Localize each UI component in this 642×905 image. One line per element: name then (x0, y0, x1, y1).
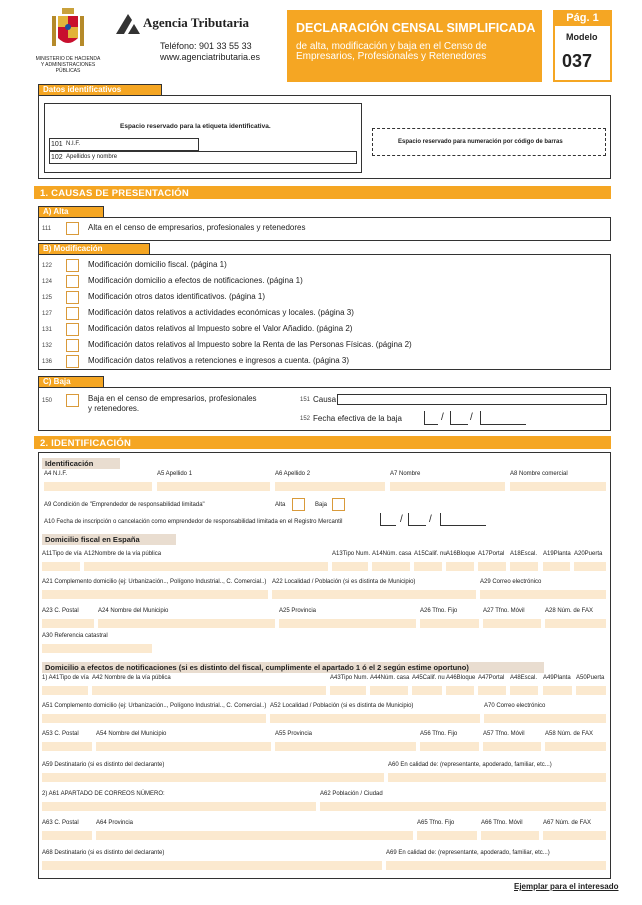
notif-ap-dest-field[interactable] (42, 861, 382, 870)
notif-addr-field[interactable] (412, 686, 442, 695)
barcode-space-text: Espacio reservado para numeración por código de barras (398, 139, 563, 145)
form-title: DECLARACIÓN CENSAL SIMPLIFICADA (296, 21, 536, 35)
fiscal-addr-field[interactable] (414, 562, 442, 571)
notif-contact-label: A54 Nombre del Municipio (96, 731, 167, 737)
a8-label: A8 Nombre comercial (510, 471, 568, 477)
fiscal-compl-field[interactable] (42, 590, 268, 599)
modif-checkbox[interactable] (66, 275, 79, 288)
fiscal-contact-label: A28 Núm. de FAX (545, 608, 594, 614)
modif-item-num: 127 (42, 311, 53, 317)
a10-slash-1: / (400, 514, 403, 525)
modif-item-label: Modificación datos relativos al Impuesto sobre el Valor Añadido. (página 2) (88, 324, 353, 333)
fiscal-addr-field[interactable] (574, 562, 606, 571)
a8-field[interactable] (510, 482, 606, 491)
agency-web: www.agenciatributaria.es (160, 52, 261, 62)
fecha-day-field[interactable] (424, 411, 438, 425)
model-number: 037 (562, 51, 593, 71)
modif-checkbox[interactable] (66, 291, 79, 304)
notif-addr-label: A45Calif. nu (412, 675, 445, 681)
modif-item-label: Modificación datos relativos a retenciones e ingresos a cuenta. (página 3) (88, 356, 350, 365)
a4-field[interactable] (44, 482, 152, 491)
fiscal-addr-field[interactable] (478, 562, 506, 571)
fiscal-contact-field[interactable] (98, 619, 275, 628)
causa-label: Causa (313, 395, 337, 404)
notif-dest-field[interactable] (388, 773, 606, 782)
notif-ap-dest-label: A68 Destinatario (si es distinto del declarante) (42, 850, 165, 856)
section-1-title: 1. CAUSAS DE PRESENTACIÓN (40, 188, 189, 199)
modif-checkbox[interactable] (66, 355, 79, 368)
notif-addr-field[interactable] (543, 686, 572, 695)
fiscal-addr-label: A17Portal (478, 551, 505, 557)
fiscal-catastro-label: A30 Referencia catastral (42, 633, 108, 639)
modif-item-num: 122 (42, 263, 53, 269)
notif-ap-contact-label: A64 Provincia (96, 820, 134, 826)
datos-tab: Datos identificativos (38, 84, 162, 95)
notif-contact-field[interactable] (42, 742, 92, 751)
notif-addr-field[interactable] (576, 686, 606, 695)
page-label: Pág. 1 (553, 10, 612, 26)
notif-addr-label: A46Bloque (446, 675, 476, 681)
label-space-text: Espacio reservado para la etiqueta identificativa. (120, 123, 271, 130)
notif-addr-field[interactable] (330, 686, 366, 695)
fiscal-contact-label: A27 Tfno. Móvil (483, 608, 525, 614)
modif-item-num: 125 (42, 295, 53, 301)
fiscal-addr-label: A15Calif. nu (414, 551, 447, 557)
modif-item-label: Modificación otros datos identificativos. (página 1) (88, 292, 265, 301)
notif-ap-contact-field[interactable] (42, 831, 92, 840)
fiscal-addr-field[interactable] (446, 562, 474, 571)
fiscal-addr-field[interactable] (543, 562, 570, 571)
notif-addr-field[interactable] (446, 686, 474, 695)
alta-checkbox[interactable] (66, 222, 79, 235)
agency-logo-icon (116, 14, 140, 34)
a10-day-field[interactable] (380, 513, 396, 526)
fecha-year-field[interactable] (480, 411, 526, 425)
fiscal-addr-field[interactable] (332, 562, 368, 571)
nif-101-num: 101 (51, 141, 63, 148)
notif-ap-dest-label: A69 En calidad de: (representante, apoderado, familiar, etc...) (386, 850, 550, 856)
notif-addr-label: 1) A41Tipo de vía (42, 675, 89, 681)
notif-compl-field[interactable] (42, 714, 266, 723)
notif-contact-field[interactable] (96, 742, 271, 751)
notif-compl-field[interactable] (484, 714, 606, 723)
alta-item-num: 111 (42, 226, 52, 232)
notif-addr-field[interactable] (370, 686, 408, 695)
notif-contact-field[interactable] (545, 742, 606, 751)
modif-item-num: 136 (42, 359, 53, 365)
notif-compl-label: A51 Complemento domicilio (ej: Urbanización.., Polígono Industrial.., C. Comercial..) (42, 703, 267, 709)
notif-apartado-label: A62 Población / Ciudad (320, 791, 383, 797)
baja-checkbox[interactable] (66, 394, 79, 407)
notif-addr-field[interactable] (510, 686, 538, 695)
notif-addr-label: A50Puerta (576, 675, 605, 681)
notif-contact-label: A56 Tfno. Fijo (420, 731, 458, 737)
modif-item-label: Modificación datos relativos al Impuesto sobre la Renta de las Personas Físicas. (página 2) (88, 340, 412, 349)
notif-apartado-field[interactable] (42, 802, 316, 811)
a10-slash-2: / (429, 514, 432, 525)
fiscal-contact-field[interactable] (279, 619, 416, 628)
a9-alta-label: Alta (275, 502, 286, 508)
notif-apartado-label: 2) A61 APARTADO DE CORREOS NÚMERO: (42, 791, 165, 797)
baja-tab: C) Baja (38, 376, 104, 387)
notif-addr-label: A44Núm. casa (370, 675, 410, 681)
notif-ap-contact-label: A63 C. Postal (42, 820, 79, 826)
causa-num: 151 (300, 397, 311, 403)
notif-ap-contact-field[interactable] (417, 831, 477, 840)
fiscal-contact-field[interactable] (483, 619, 541, 628)
a5-field[interactable] (157, 482, 270, 491)
notif-addr-field[interactable] (478, 686, 506, 695)
fiscal-catastro-field[interactable] (42, 644, 152, 653)
notif-addr-label: A49Planta (543, 675, 571, 681)
alta-item-label: Alta en el censo de empresarios, profesionales y retenedores (88, 223, 306, 232)
fiscal-addr-label: A19Planta (543, 551, 571, 557)
fiscal-contact-field[interactable] (545, 619, 606, 628)
fiscal-contact-label: A25 Provincia (279, 608, 317, 614)
fiscal-addr-label: A14Núm. casa (372, 551, 412, 557)
agency-name: Agencia Tributaria (143, 15, 250, 30)
fiscal-contact-label: A24 Nombre del Municipio (98, 608, 169, 614)
model-label: Modelo (566, 32, 598, 42)
fecha-slash-1: / (441, 412, 444, 423)
baja-label-1: Baja en el censo de empresarios, profesionales (88, 394, 257, 403)
a7-label: A7 Nombre (390, 471, 421, 477)
fiscal-addr-label: A13Tipo Num. (332, 551, 371, 557)
fiscal-addr-label: A12Nombre de la vía pública (84, 551, 162, 557)
notif-addr-field[interactable] (42, 686, 88, 695)
a9-label: A9 Condición de "Emprendedor de responsabilidad limitada" (44, 502, 205, 508)
fiscal-contact-label: A23 C. Postal (42, 608, 79, 614)
notif-addr-label: A43Tipo Num. (330, 675, 369, 681)
modif-item-label: Modificación domicilio fiscal. (página 1) (88, 260, 227, 269)
a9-baja-label: Baja (315, 502, 328, 508)
notif-compl-label: A52 Localidad / Población (si es distinta de Municipio) (270, 703, 414, 709)
notif-addr-label: A47Portal (478, 675, 505, 681)
fiscal-contact-field[interactable] (420, 619, 479, 628)
fiscal-addr-label: A16Bloque (446, 551, 476, 557)
fiscal-compl-field[interactable] (272, 590, 476, 599)
fiscal-contact-label: A26 Tfno. Fijo (420, 608, 458, 614)
footer-copy-label: Ejemplar para el interesado (514, 882, 619, 891)
notif-addr-label: A42 Nombre de la vía pública (92, 675, 171, 681)
fiscal-compl-label: A21 Complemento domicilio (ej: Urbanización.., Polígono Industrial.., C. Comercial..) (42, 579, 267, 585)
a5-label: A5 Apellido 1 (157, 471, 193, 477)
fiscal-compl-label: A29 Correo electrónico (480, 579, 542, 585)
notif-contact-label: A55 Provincia (275, 731, 313, 737)
nif-101-label: N.I.F. (66, 141, 81, 147)
notif-compl-field[interactable] (270, 714, 480, 723)
notif-apartado-field[interactable] (320, 802, 606, 811)
modif-item-num: 124 (42, 279, 53, 285)
modif-item-num: 131 (42, 327, 53, 333)
notif-contact-field[interactable] (275, 742, 416, 751)
modif-item-label: Modificación datos relativos a actividades económicas y locales. (página 3) (88, 308, 354, 317)
baja-label-2: y retenedores. (88, 404, 140, 413)
a4-label: A4 N.I.F. (44, 471, 68, 477)
ministry-name: MINISTERIO DE HACIENDA Y ADMINISTRACIONES PÚBLICAS (35, 56, 101, 74)
a6-label: A6 Apellido 2 (275, 471, 311, 477)
fecha-slash-2: / (470, 412, 473, 423)
modif-checkbox[interactable] (66, 339, 79, 352)
fiscal-addr-label: A11Tipo de vía (42, 551, 82, 557)
a10-year-field[interactable] (440, 513, 486, 526)
modif-tab: B) Modificación (38, 243, 150, 254)
notif-ap-contact-label: A66 Tfno. Móvil (481, 820, 523, 826)
notif-contact-field[interactable] (420, 742, 479, 751)
a10-month-field[interactable] (408, 513, 426, 526)
identificacion-tab: Identificación (42, 458, 120, 469)
a9-alta-checkbox[interactable] (292, 498, 305, 511)
fiscal-addr-label: A20Puerta (574, 551, 603, 557)
modif-checkbox[interactable] (66, 307, 79, 320)
a9-baja-checkbox[interactable] (332, 498, 345, 511)
notif-dest-label: A60 En calidad de: (representante, apoderado, familiar, etc...) (388, 762, 552, 768)
a7-field[interactable] (390, 482, 505, 491)
notif-contact-label: A58 Núm. de FAX (545, 731, 594, 737)
name-102-num: 102 (51, 154, 63, 161)
notif-ap-contact-field[interactable] (96, 831, 413, 840)
agency-phone: Teléfono: 901 33 55 33 (160, 41, 252, 51)
notif-contact-label: A53 C. Postal (42, 731, 79, 737)
notif-tab: Domicilio a efectos de notificaciones (si es distinto del fiscal, cumplimente el apartado 1 ó el 2 según estime oportuno) (42, 662, 544, 673)
notif-addr-field[interactable] (92, 686, 326, 695)
modif-item-label: Modificación domicilio a efectos de notificaciones. (página 1) (88, 276, 303, 285)
fiscal-addr-label: A18Escal. (510, 551, 538, 557)
fiscal-addr-field[interactable] (84, 562, 328, 571)
causa-field[interactable] (337, 394, 607, 405)
notif-ap-contact-field[interactable] (543, 831, 606, 840)
form-subtitle: de alta, modificación y baja en el Censo de Empresarios, Profesionales y Retenedores (296, 41, 487, 62)
a6-field[interactable] (275, 482, 385, 491)
baja-num: 150 (42, 398, 53, 404)
modif-checkbox[interactable] (66, 323, 79, 336)
notif-ap-contact-label: A67 Núm. de FAX (543, 820, 592, 826)
notif-addr-label: A48Escal. (510, 675, 538, 681)
notif-contact-field[interactable] (483, 742, 541, 751)
notif-ap-dest-field[interactable] (386, 861, 606, 870)
name-102-label: Apellidos y nombre (66, 154, 118, 160)
section-2-title: 2. IDENTIFICACIÓN (40, 438, 132, 449)
notif-ap-contact-label: A65 Tfno. Fijo (417, 820, 455, 826)
fiscal-tab: Domicilio fiscal en España (42, 534, 176, 545)
modif-checkbox[interactable] (66, 259, 79, 272)
modif-item-num: 132 (42, 343, 53, 349)
notif-ap-contact-field[interactable] (481, 831, 539, 840)
fiscal-addr-field[interactable] (510, 562, 538, 571)
notif-compl-label: A70 Correo electrónico (484, 703, 546, 709)
ministry-logo (46, 8, 90, 56)
notif-dest-label: A59 Destinatario (si es distinto del declarante) (42, 762, 165, 768)
fiscal-addr-field[interactable] (372, 562, 410, 571)
a10-label: A10 Fecha de inscripción o cancelación como emprendedor de responsabilidad limitada en el Registro Mercantil (44, 519, 343, 525)
notif-contact-label: A57 Tfno. Móvil (483, 731, 525, 737)
fiscal-compl-field[interactable] (480, 590, 606, 599)
fiscal-compl-label: A22 Localidad / Población (si es distinta de Municipio) (272, 579, 416, 585)
fecha-month-field[interactable] (450, 411, 468, 425)
fiscal-addr-field[interactable] (42, 562, 80, 571)
fiscal-contact-field[interactable] (42, 619, 94, 628)
fecha-num: 152 (300, 416, 311, 422)
fecha-label: Fecha efectiva de la baja (313, 414, 402, 423)
alta-tab: A) Alta (38, 206, 104, 217)
notif-dest-field[interactable] (42, 773, 384, 782)
